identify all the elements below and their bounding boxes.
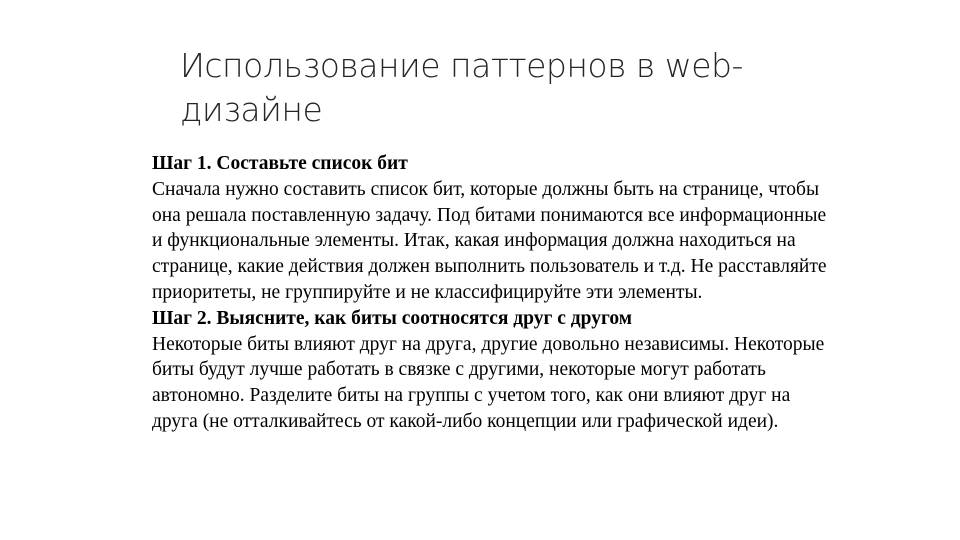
slide-title: Использование паттернов в web-дизайне [180, 46, 743, 129]
step-2-heading: Шаг 2. Выясните, как биты соотносятся друг с другом [152, 307, 633, 329]
step-2-text: Некоторые биты влияют друг на друга, другие довольно независимы. Некоторые биты будут лучше работать в связке с другими, некоторые могут работать автономно. Разделите биты на группы с учетом того, как они влияют друг на друга (не отталкивайтесь от какой-либо концепции или графической идеи). [152, 333, 825, 432]
step-1-heading: Шаг 1. Составьте список бит [152, 153, 408, 174]
slide-body [152, 151, 832, 435]
step-1-text: Сначала нужно составить список бит, которые должны быть на странице, чтобы она решала поставленную задачу. Под битами понимаются все информационные и функциональные элементы. Итак, какая информация должна находиться на странице, какие действия должен выполнить пользователь и т.д. Не расставляйте приоритеты, не группируйте и не классифицируйте эти элементы. [152, 178, 827, 303]
